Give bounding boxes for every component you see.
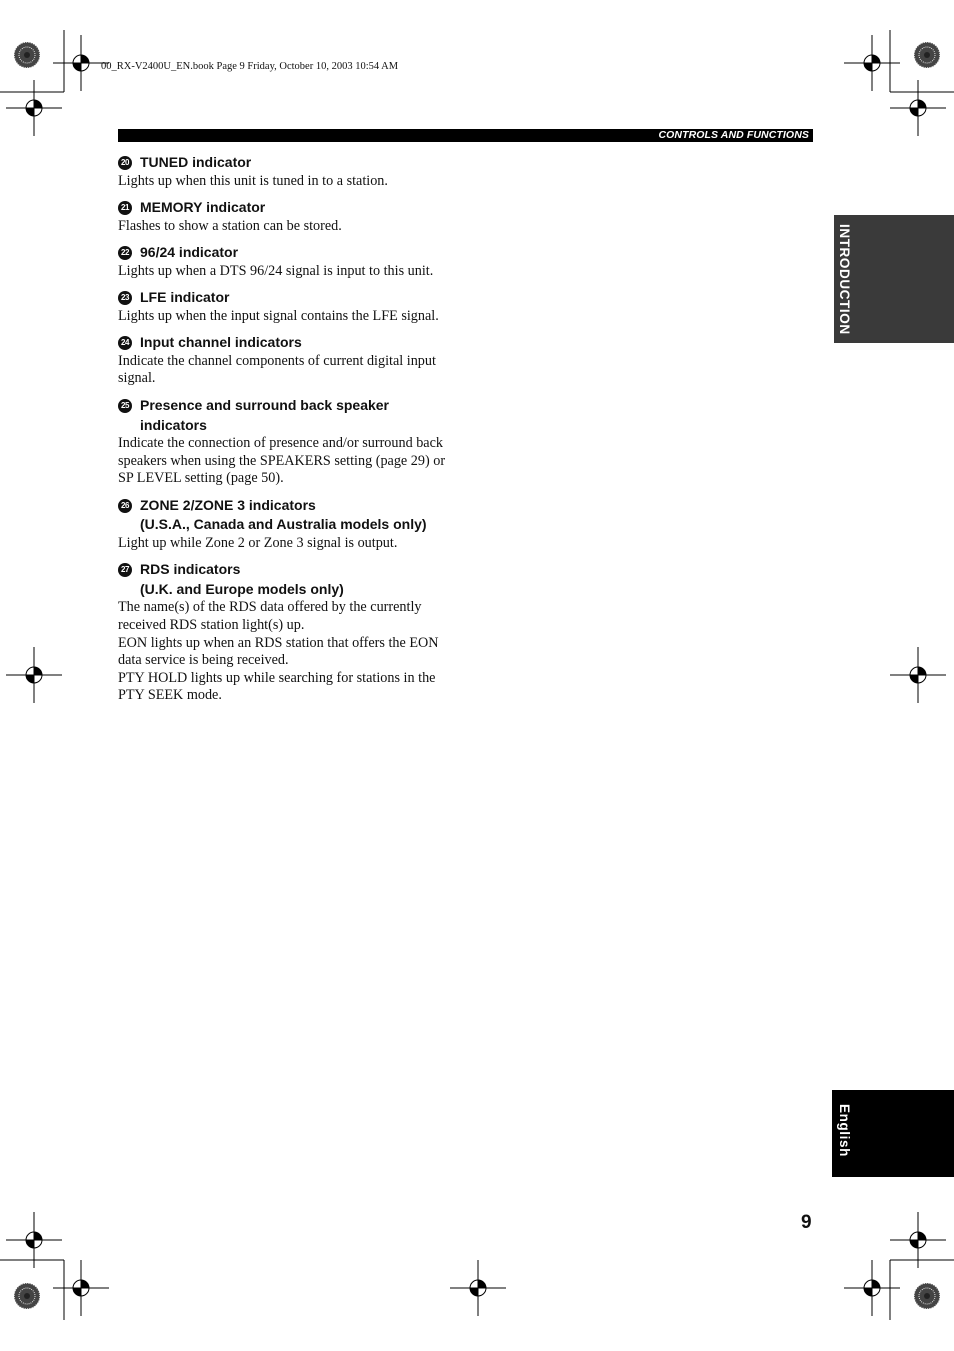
item-description <box>118 435 458 488</box>
item-number-badge: 25 <box>118 399 132 413</box>
list-item <box>118 153 458 190</box>
indicator-list <box>118 153 458 713</box>
item-heading <box>118 243 458 263</box>
item-description <box>118 173 458 191</box>
item-description <box>118 308 458 326</box>
item-description <box>118 263 458 281</box>
item-description <box>118 535 458 553</box>
item-title: 96/24 indicator <box>140 244 239 261</box>
item-number-badge: 23 <box>118 291 132 305</box>
item-description <box>118 599 458 705</box>
item-number-badge: 20 <box>118 156 132 170</box>
item-title-continuation: (U.S.A., Canada and Australia models only) <box>140 516 427 533</box>
item-number-badge: 22 <box>118 246 132 260</box>
introduction-tab-label: INTRODUCTION <box>837 224 852 335</box>
item-heading <box>118 560 458 599</box>
item-paragraph: Indicate the connection of presence and/or surround back speakers when using the SPEAKERS setting (page 29) or SP LEVEL setting (page 50). <box>118 435 446 487</box>
item-title: TUNED indicator <box>140 154 252 170</box>
item-paragraph: Lights up when a DTS 96/24 signal is input to this unit. <box>118 262 434 279</box>
item-paragraph: PTY HOLD lights up while searching for stations in the PTY SEEK mode. <box>118 669 436 704</box>
language-tab <box>832 1090 954 1177</box>
item-paragraph: The name(s) of the RDS data offered by the currently received RDS station light(s) up. <box>118 599 422 634</box>
list-item <box>118 288 458 325</box>
item-paragraph: Indicate the channel components of current digital input signal. <box>118 352 436 387</box>
item-heading <box>118 396 458 435</box>
item-title-continuation: indicators <box>140 416 207 433</box>
item-title: LFE indicator <box>140 289 230 306</box>
item-heading <box>118 153 458 173</box>
section-header-bar <box>118 129 813 142</box>
item-title: ZONE 2/ZONE 3 indicators <box>140 496 316 513</box>
section-title: CONTROLS AND FUNCTIONS <box>658 129 809 141</box>
item-number-badge: 27 <box>118 563 132 577</box>
item-title: RDS indicators <box>140 561 241 578</box>
list-item <box>118 496 458 553</box>
list-item <box>118 198 458 235</box>
item-number-badge: 26 <box>118 499 132 513</box>
item-heading <box>118 198 458 218</box>
item-heading <box>118 496 458 535</box>
item-description <box>118 353 458 388</box>
page-number: 9 <box>801 1212 812 1233</box>
list-item <box>118 333 458 388</box>
item-paragraph: Lights up when the input signal contains the LFE signal. <box>118 307 439 324</box>
list-item <box>118 396 458 488</box>
introduction-tab <box>834 215 954 343</box>
item-paragraph: Light up while Zone 2 or Zone 3 signal is output. <box>118 534 398 551</box>
item-paragraph: Flashes to show a station can be stored. <box>118 217 342 234</box>
item-paragraph: Lights up when this unit is tuned in to a station. <box>118 172 388 189</box>
item-number-badge: 24 <box>118 336 132 350</box>
item-title: MEMORY indicator <box>140 199 266 216</box>
list-item <box>118 560 458 705</box>
language-tab-label: English <box>837 1104 852 1157</box>
item-number-badge: 21 <box>118 201 132 215</box>
item-paragraph: EON lights up when an RDS station that offers the EON data service is being received. <box>118 634 439 669</box>
item-title-continuation: (U.K. and Europe models only) <box>140 580 344 597</box>
file-header: 00_RX-V2400U_EN.book Page 9 Friday, October 10, 2003 10:54 AM <box>101 61 399 72</box>
item-heading <box>118 333 458 353</box>
list-item <box>118 243 458 280</box>
item-title: Input channel indicators <box>140 334 302 351</box>
item-heading <box>118 288 458 308</box>
item-description <box>118 218 458 236</box>
item-title: Presence and surround back speaker <box>140 397 389 414</box>
